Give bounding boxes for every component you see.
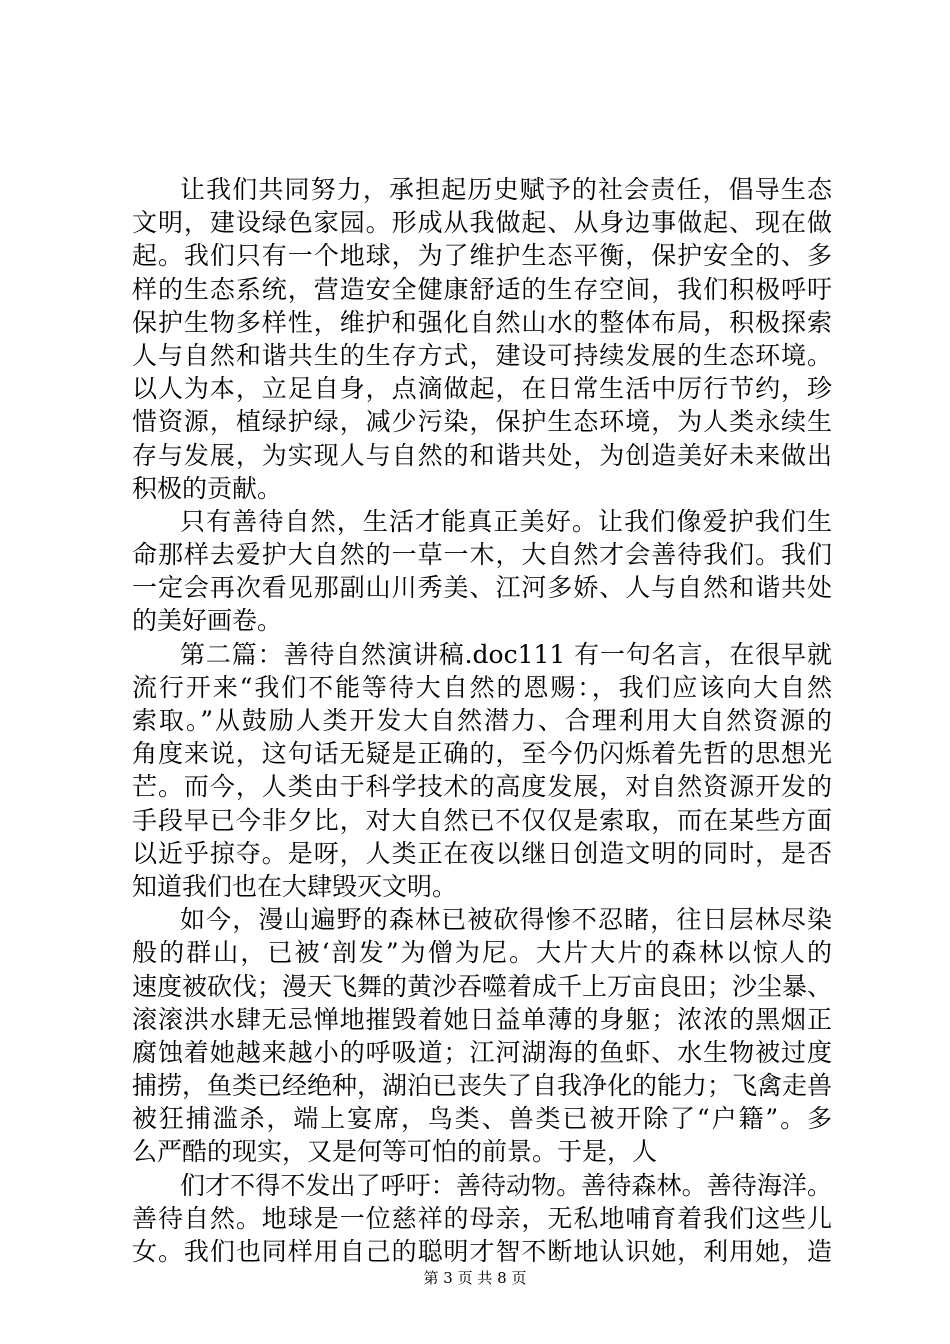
text-line: 只有善待自然，生活才能真正美好。让我们像爱护我们生 [180, 506, 832, 536]
text-line: 如今，漫山遍野的森林已被砍得惨不忍睹，往日层林尽染 [180, 905, 832, 935]
text-line: 被狂捕滥杀，端上宴席，鸟类、兽类已被开除了“户籍”。多 [132, 1104, 832, 1134]
text-line: 捕捞，鱼类已经绝种，湖泊已丧失了自我净化的能力；飞禽走兽 [132, 1071, 832, 1101]
text-line: 芒。而今，人类由于科学技术的高度发展，对自然资源开发的 [132, 772, 832, 802]
text-line: 的美好画卷。 [132, 606, 283, 636]
page-number-label: 第 3 页 共 8 页 [423, 1269, 527, 1287]
text-line: 起。我们只有一个地球，为了维护生态平衡，保护安全的、多 [132, 241, 832, 271]
text-line: 让我们共同努力，承担起历史赋予的社会责任，倡导生态 [180, 175, 832, 204]
document-body [132, 173, 832, 1268]
text-line: 人与自然和谐共生的生存方式，建设可持续发展的生态环境。 [132, 340, 832, 370]
text-line: 女。我们也同样用自己的聪明才智不断地认识她，利用她，造 [132, 1237, 832, 1266]
text-line: 索取。”从鼓励人类开发大自然潜力、合理利用大自然资源的 [132, 706, 832, 735]
text-line: 角度来说，这句话无疑是正确的，至今仍闪烁着先哲的思想光 [132, 739, 832, 769]
text-line: 腐蚀着她越来越小的呼吸道；江河湖海的鱼虾、水生物被过度 [132, 1037, 832, 1067]
text-line: 知道我们也在大肆毁灭文明。 [132, 871, 458, 901]
text-line: 保护生物多样性，维护和强化自然山水的整体布局，积极探索 [132, 307, 832, 337]
text-line: 般的群山，已被‘剖发”为僧为尼。大片大片的森林以惊人的 [132, 938, 832, 968]
text-line: 文明，建设绿色家园。形成从我做起、从身边事做起、现在做 [132, 208, 832, 238]
text-line: 手段早已今非夕比，对大自然已不仅仅是索取，而在某些方面 [132, 805, 832, 835]
text-line: 滚滚洪水肆无忌惮地摧毁着她日益单薄的身躯；浓浓的黑烟正 [132, 1004, 832, 1034]
page-footer [0, 1268, 950, 1288]
text-line: 一定会再次看见那副山川秀美、江河多娇、人与自然和谐共处 [132, 573, 832, 603]
text-line: 样的生态系统，营造安全健康舒适的生存空间，我们积极呼吁 [132, 274, 832, 304]
text-line: 存与发展，为实现人与自然的和谐共处，为创造美好未来做出 [132, 440, 832, 470]
text-line: 以人为本，立足自身，点滴做起，在日常生活中厉行节约，珍 [132, 374, 832, 404]
text-line: 么严酷的现实，又是何等可怕的前景。于是，人 [132, 1137, 658, 1167]
text-line: 积极的贡献。 [132, 473, 283, 503]
text-line: 善待自然。地球是一位慈祥的母亲，无私地哺育着我们这些儿 [132, 1203, 832, 1233]
text-line: 们才不得不发出了呼吁：善待动物。善待森林。善待海洋。 [180, 1170, 832, 1200]
text-line: 惜资源，植绿护绿，减少污染，保护生态环境，为人类永续生 [132, 407, 832, 437]
text-line: 第二篇：善待自然演讲稿.doc111 有一句名言，在很早就 [180, 639, 832, 669]
text-line: 以近乎掠夺。是呀，人类正在夜以继日创造文明的同时，是否 [132, 838, 832, 868]
text-line: 速度被砍伐；漫天飞舞的黄沙吞噬着成千上万亩良田；沙尘暴、 [132, 971, 832, 1001]
text-line: 命那样去爱护大自然的一草一木，大自然才会善待我们。我们 [132, 540, 832, 570]
text-line: 流行开来“我们不能等待大自然的恩赐：，我们应该向大自然 [132, 672, 832, 702]
